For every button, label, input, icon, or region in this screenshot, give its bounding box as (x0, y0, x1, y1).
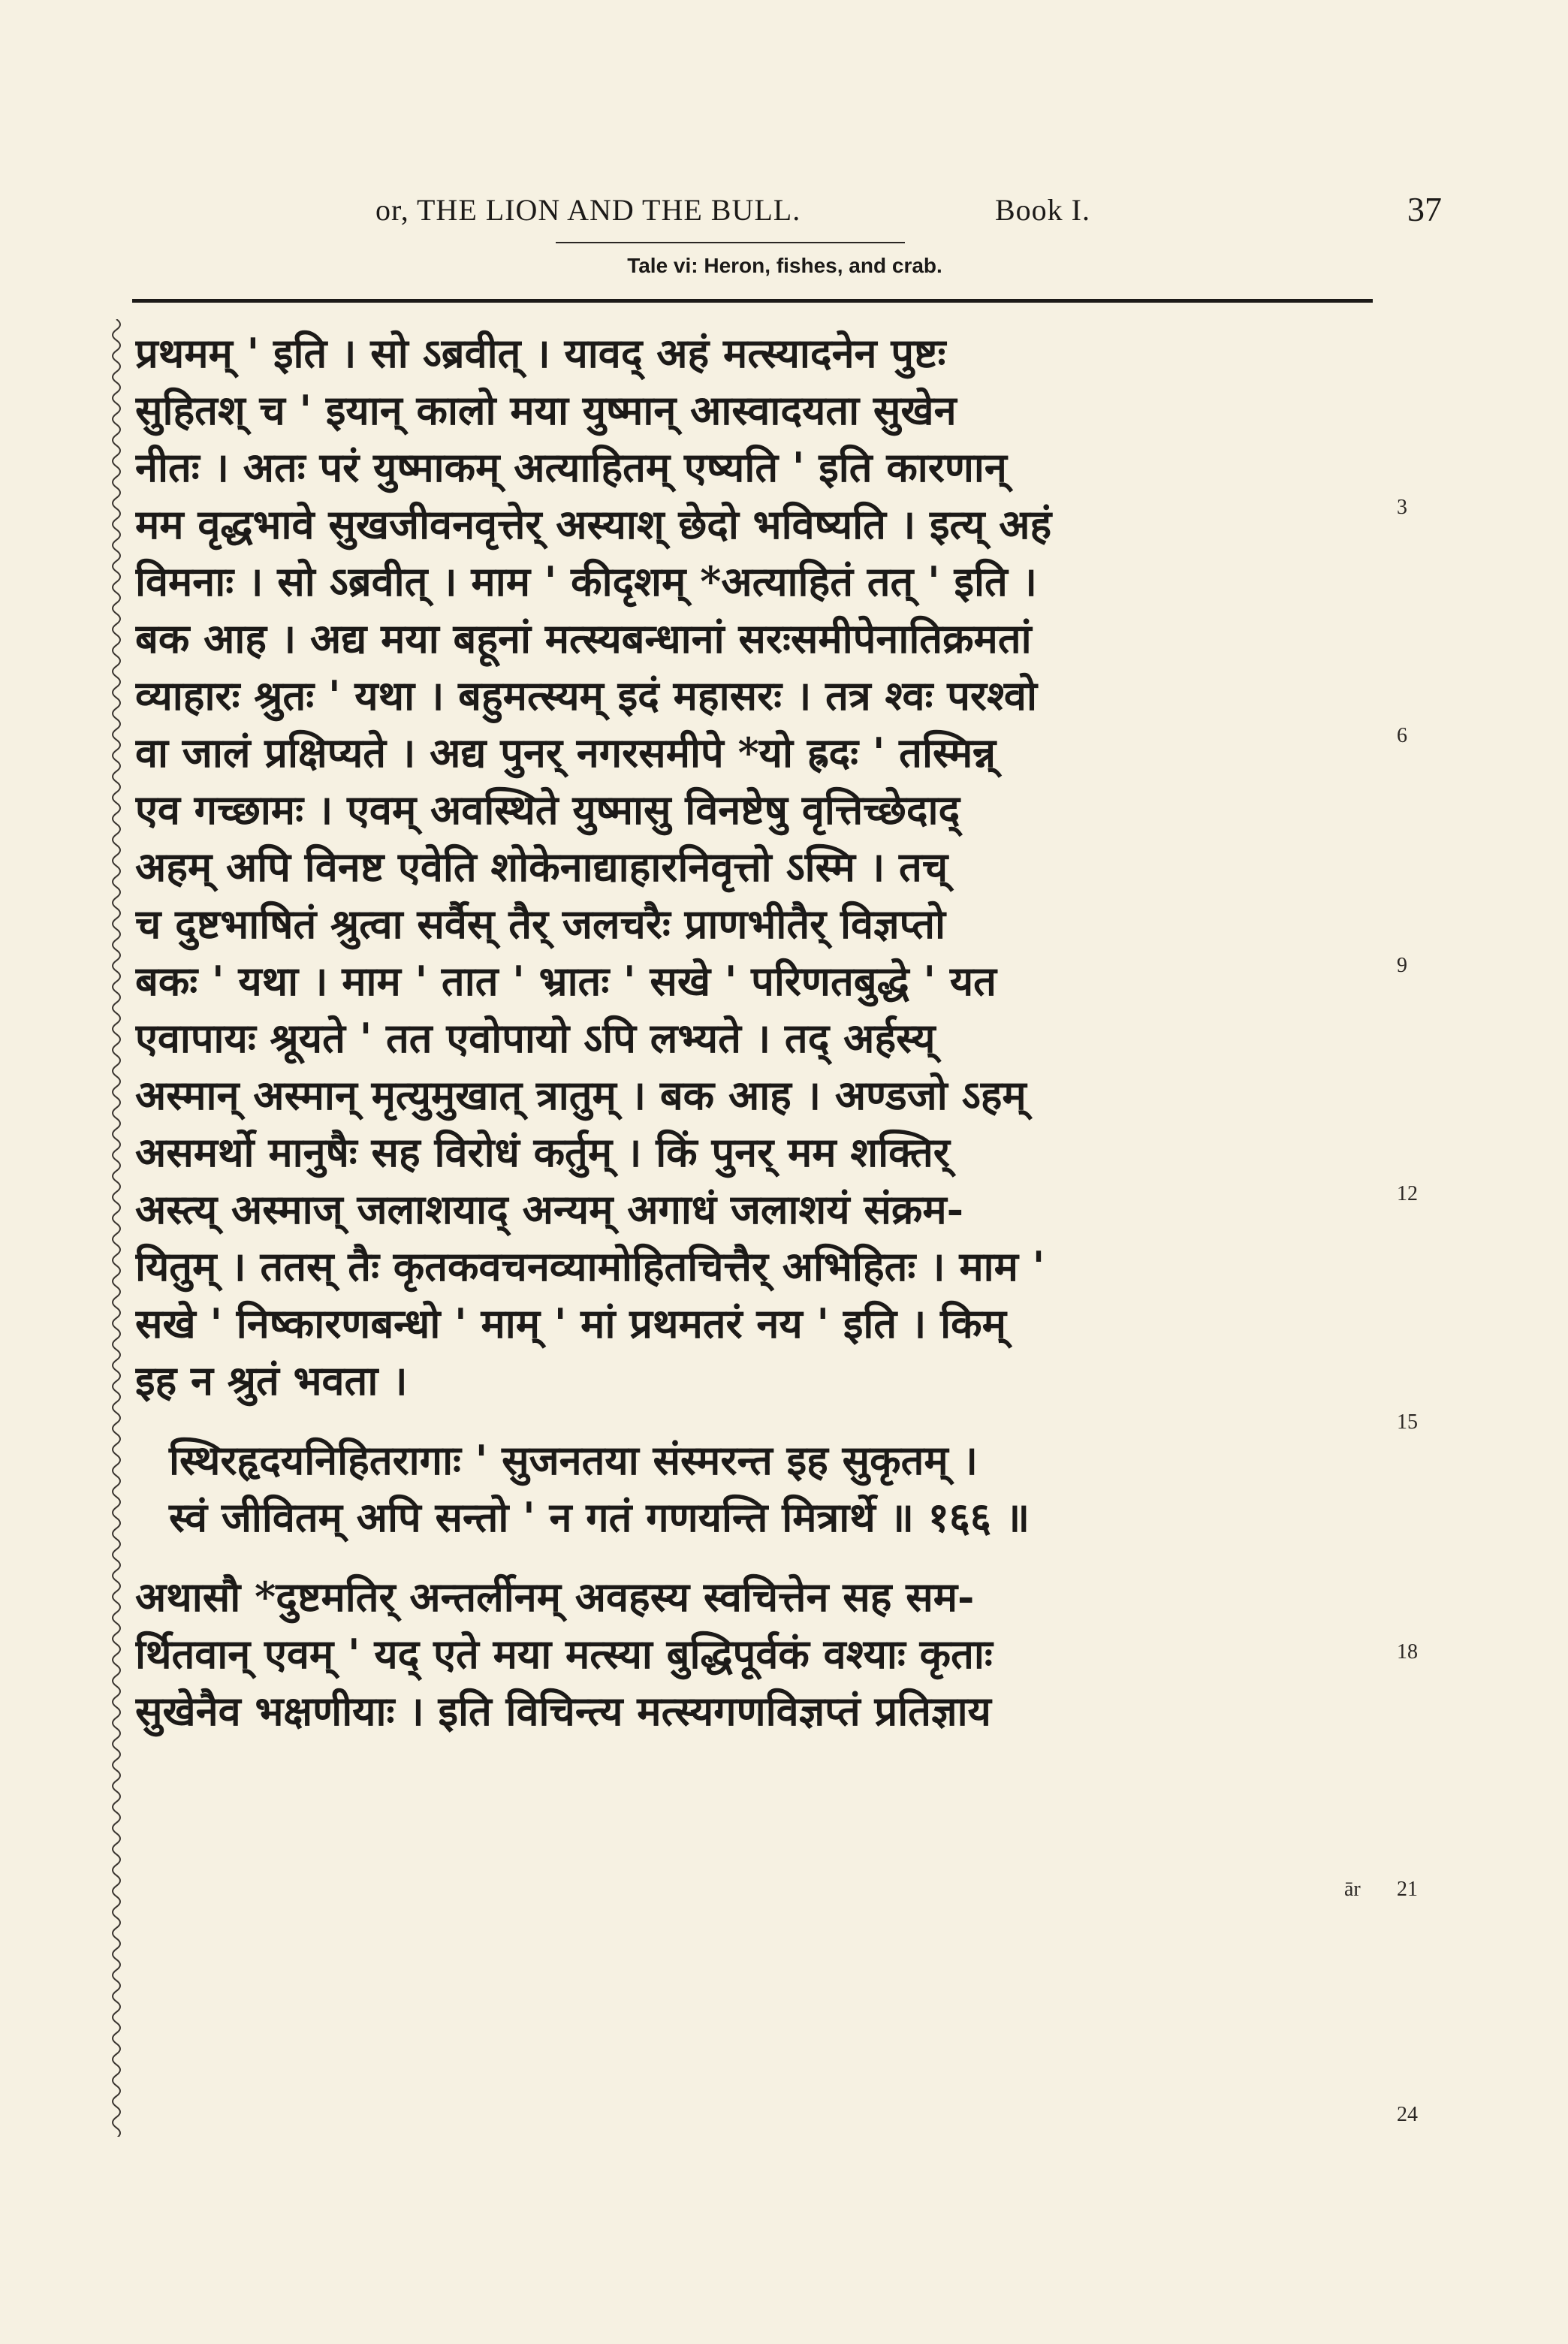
line-number: 15 (1397, 1410, 1418, 1434)
text-line: असमर्थो मानुषैः सह विरोधं कर्तुम् । किं पुनर् मम शक्तिर् (135, 1128, 950, 1176)
line-number: 12 (1397, 1182, 1418, 1205)
text-line: सखे ' निष्कारणबन्धो ' माम् ' मां प्रथमतरं नय ' इति । किम् (135, 1299, 1006, 1347)
text-line: वा जालं प्रक्षिप्यते । अद्य पुनर् नगरसमीपे *यो ह्रदः ' तस्मिन्न् (135, 729, 997, 777)
margin-wavy-line (105, 319, 128, 2137)
line-number: 9 (1397, 954, 1407, 977)
text-line: इह न श्रुतं भवता । (135, 1356, 408, 1404)
text-line: यितुम् । ततस् तैः कृतकवचनव्यामोहितचित्तैर् अभिहितः । माम ' (135, 1242, 1045, 1290)
line-number: 18 (1397, 1640, 1418, 1664)
margin-note: ār (1344, 1878, 1361, 1901)
text-line: अस्मान् अस्मान् मृत्युमुखात् त्रातुम् । बक आह । अण्डजो ऽहम् (135, 1071, 1027, 1119)
text-line: सुहितश् च ' इयान् कालो मया युष्मान् आस्वादयता सुखेन (135, 386, 957, 434)
text-line: बकः ' यथा । माम ' तात ' भ्रातः ' सखे ' परिणतबुद्धे ' यत (135, 957, 997, 1005)
text-line: एवापायः श्रूयते ' तत एवोपायो ऽपि लभ्यते । तद् अर्हस्य् (135, 1014, 936, 1062)
verse-line: स्थिरहृदयनिहितरागाः ' सुजनतया संस्मरन्त इह सुकृतम् । (169, 1436, 978, 1484)
text-line: सुखेनैव भक्षणीयाः । इति विचिन्त्य मत्स्यगणविज्ञप्तं प्रतिज्ञाय (135, 1687, 991, 1735)
text-line: बक आह । अद्य मया बहूनां मत्स्यबन्धानां सरःसमीपेनातिक्रमतां (135, 614, 1032, 662)
text-line: र्थितवान् एवम् ' यद् एते मया मत्स्या बुद्धिपूर्वकं वश्याः कृताः (135, 1630, 993, 1678)
verse-line: स्वं जीवितम् अपि सन्तो ' न गतं गणयन्ति मित्रार्थे ॥ १६६ ॥ (169, 1493, 1030, 1541)
subtitle: Tale vi: Heron, fishes, and crab. (627, 254, 942, 277)
text-line: प्रथमम् ' इति । सो ऽब्रवीत् । यावद् अहं मत्स्यादनेन पुष्टः (135, 329, 946, 377)
text-line: व्याहारः श्रुतः ' यथा । बहुमत्स्यम् इदं महासरः । तत्र श्वः परश्वो (135, 671, 1037, 719)
text-line: एव गच्छामः । एवम् अवस्थिते युष्मासु विनष्टेषु वृत्तिच्छेदाद् (135, 786, 960, 834)
book-label: Book I. (995, 193, 1090, 227)
subtitle-divider (556, 242, 905, 243)
line-number: 6 (1397, 724, 1407, 747)
running-title: or, THE LION AND THE BULL. (375, 193, 801, 227)
line-number: 24 (1397, 2103, 1418, 2126)
text-line: अथासौ *दुष्टमतिर् अन्तर्लीनम् अवहस्य स्वचित्तेन सह सम- (135, 1573, 975, 1621)
text-line: मम वृद्धभावे सुखजीवनवृत्तेर् अस्याश् छेदो भविष्यति । इत्य् अहं (135, 500, 1052, 548)
text-line: च दुष्टभाषितं श्रुत्वा सर्वैस् तैर् जलचरैः प्राणभीतैर् विज्ञप्तो (135, 900, 946, 948)
line-number: 21 (1397, 1878, 1418, 1901)
line-number: 3 (1397, 496, 1407, 519)
running-header (128, 186, 1442, 231)
header-rule (132, 299, 1373, 303)
text-line: विमनाः । सो ऽब्रवीत् । माम ' कीदृशम् *अत्याहितं तत् ' इति । (135, 557, 1038, 605)
page-number: 37 (1407, 190, 1442, 228)
text-line: नीतः । अतः परं युष्माकम् अत्याहितम् एष्यति ' इति कारणान् (135, 443, 1007, 491)
text-line: अस्त्य् अस्माज् जलाशयाद् अन्यम् अगाधं जलाशयं संक्रम- (135, 1185, 964, 1233)
text-body (135, 324, 1382, 1739)
text-line: अहम् अपि विनष्ट एवेति शोकेनाद्याहारनिवृत्तो ऽस्मि । तच् (135, 843, 948, 891)
